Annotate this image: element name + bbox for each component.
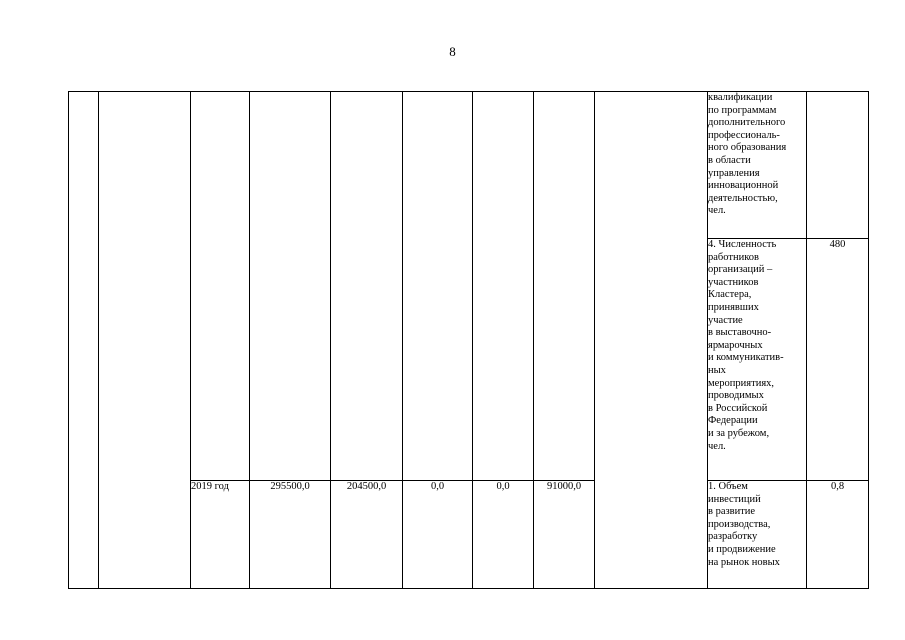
indicator-value: 0,8 (807, 481, 869, 589)
indicator-cell: 1. Объем инвестиций в развитие производства, разработку и продвижение на рынок новых (708, 481, 807, 589)
cell-total (250, 92, 331, 481)
indicator-value (807, 92, 869, 239)
year-cell: 2019 год (191, 481, 250, 589)
table-row (69, 92, 869, 239)
cell-period (191, 92, 250, 481)
local-value: 0,0 (473, 481, 534, 589)
cell-local (473, 92, 534, 481)
cell-federal (331, 92, 403, 481)
cell-executor (595, 92, 708, 589)
cell-extra (534, 92, 595, 481)
program-table (68, 91, 869, 589)
cell-number (69, 92, 99, 589)
total-value: 295500,0 (250, 481, 331, 589)
cell-event (99, 92, 191, 589)
page-number: 8 (449, 44, 456, 59)
regional-value: 0,0 (403, 481, 473, 589)
indicator-cell: 4. Численность работников организаций – участников Кластера, принявших участие в выставочно- ярмарочных и коммуникатив- ных мероприятиях, проводимых в Российской Федерации и за рубежом, чел. (708, 239, 807, 481)
indicator-cell: квалификации по программам дополнительного профессиональ- ного образования в области управления инновационной деятельностью, чел. (708, 92, 807, 239)
indicator-value: 480 (807, 239, 869, 481)
cell-regional (403, 92, 473, 481)
federal-value: 204500,0 (331, 481, 403, 589)
extra-value: 91000,0 (534, 481, 595, 589)
